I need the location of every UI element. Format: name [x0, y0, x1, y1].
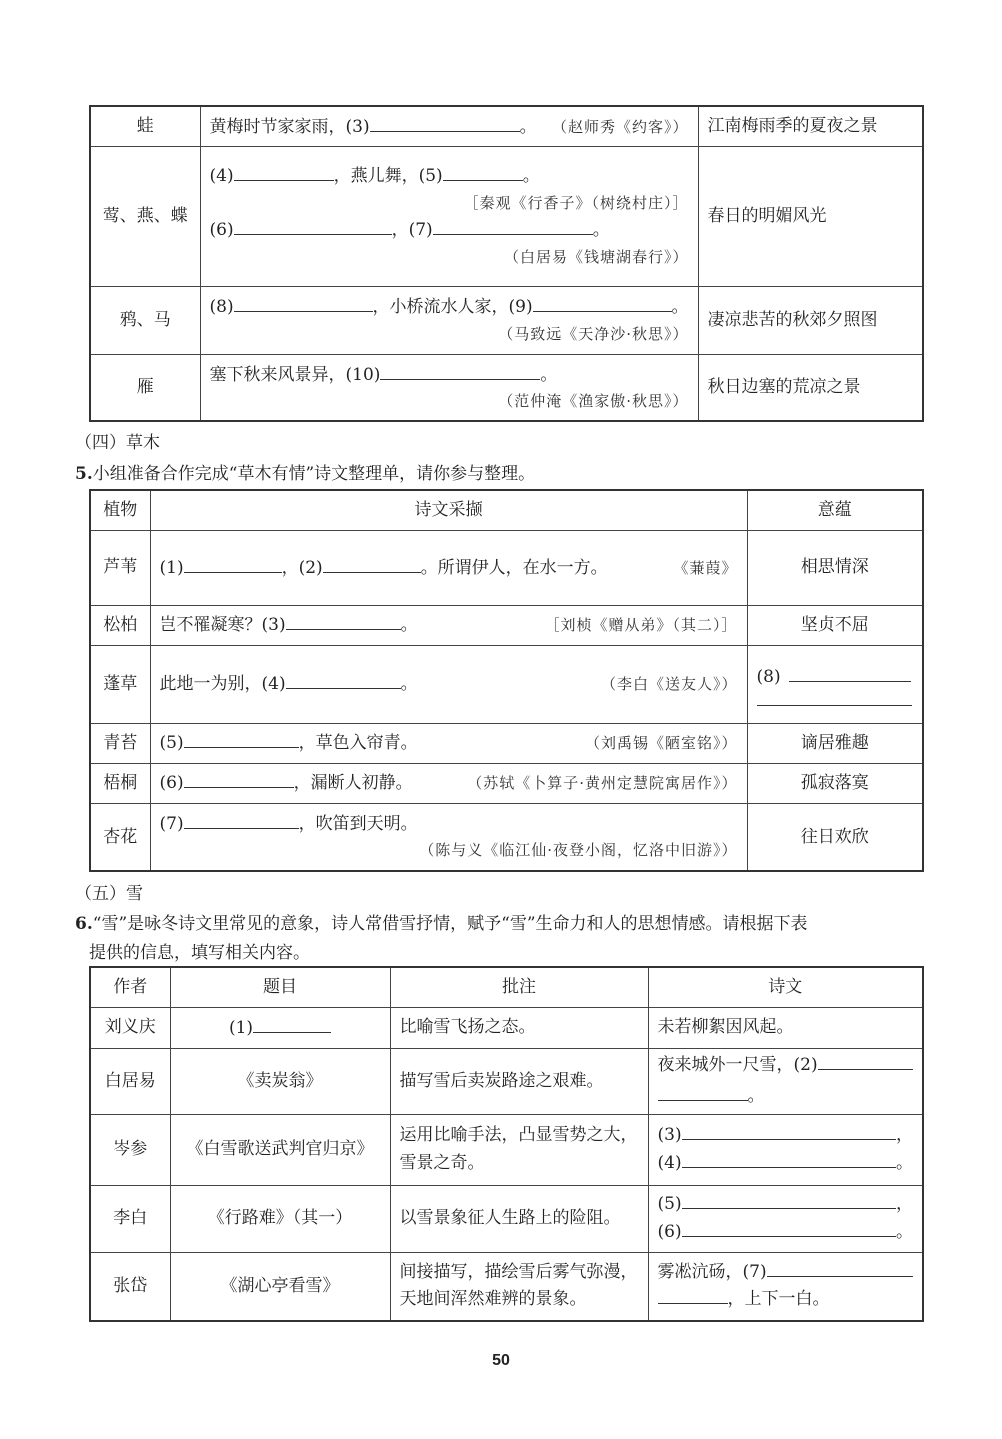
meaning-cell: 秋日边塞的荒凉之景 [698, 354, 923, 421]
table-row [90, 1185, 923, 1252]
table-row [90, 645, 923, 723]
title-cell: 《白雪歌送武判官归京》 [170, 1114, 390, 1185]
note-cell: 描写雪后卖炭路途之艰难。 [390, 1048, 648, 1114]
question-5 [75, 459, 535, 484]
answer-blank[interactable] [682, 1220, 896, 1237]
answer-blank[interactable] [380, 363, 540, 380]
question-6 [75, 909, 808, 934]
note-cell: 间接描写，描绘雪后雾气弥漫，天地间浑然难辨的景象。 [390, 1252, 648, 1321]
answer-blank[interactable] [658, 1287, 728, 1304]
poem-text: 岂不罹凝寒？(3) [159, 615, 286, 636]
column-header: 植物 [90, 490, 150, 530]
poem-text: (6) [159, 773, 184, 794]
question-text: 提供的信息，填写相关内容。 [89, 943, 310, 963]
title-cell: 《行路难》（其一） [170, 1185, 390, 1252]
plant-cell: 杏花 [90, 803, 150, 871]
poem-text: (5) [159, 733, 184, 754]
table-row [90, 146, 923, 286]
poem-text: (5) [657, 1194, 682, 1215]
poem-text: 。 [896, 1221, 913, 1242]
answer-blank[interactable] [323, 556, 421, 573]
answer-blank[interactable] [184, 731, 299, 748]
answer-blank[interactable] [682, 1192, 896, 1209]
question-number: 5. [75, 464, 93, 484]
poem-text: (6) [657, 1221, 682, 1242]
table-row [90, 1007, 923, 1048]
poem-source: （陈与义《临江仙·夜登小阁，忆洛中旧游》） [419, 841, 738, 860]
poem-source: （白居易《钱塘湖春行》） [503, 247, 689, 266]
answer-blank[interactable] [818, 1053, 913, 1070]
plant-cell: 梧桐 [90, 763, 150, 803]
poem-text: 。所谓伊人，在水一方。 [420, 557, 608, 578]
meaning-cell: 相思情深 [747, 530, 923, 605]
column-header: 作者 [90, 967, 170, 1007]
author-cell: 白居易 [90, 1048, 170, 1114]
table-row [90, 354, 923, 421]
answer-blank[interactable] [286, 672, 401, 689]
table-snow [89, 966, 924, 1322]
poem-text: ， [896, 1194, 913, 1215]
answer-blank[interactable] [184, 812, 299, 829]
meaning-cell: 往日欢欣 [747, 803, 923, 871]
table-header-row [90, 490, 923, 530]
section-heading: （五）雪 [75, 884, 143, 904]
answer-blank[interactable] [234, 164, 334, 181]
poem-text: (7) [159, 814, 184, 835]
poem-text: 。 [896, 1152, 913, 1173]
poem-text: ，吹笛到天明。 [298, 814, 418, 835]
column-header: 意蕴 [747, 490, 923, 530]
animal-cell: 蛙 [90, 106, 200, 146]
poem-source: ［刘桢《赠从弟》（其二）］ [544, 616, 738, 635]
answer-blank[interactable] [234, 295, 373, 312]
answer-blank[interactable] [443, 164, 523, 181]
answer-blank[interactable] [533, 295, 672, 312]
poem-text: ，上下一白。 [727, 1289, 830, 1310]
table-row [90, 763, 923, 803]
answer-blank[interactable] [682, 1123, 896, 1140]
poem-source: （赵师秀《约客》） [551, 117, 689, 136]
poem-text: 。 [400, 615, 418, 636]
answer-blank[interactable] [433, 218, 593, 235]
poem-text: (4) [657, 1152, 682, 1173]
poem-text: 。 [747, 1086, 765, 1106]
poem-source: 《蒹葭》 [673, 558, 738, 577]
poem-source: （苏轼《卜算子·黄州定慧院寓居作》） [467, 774, 738, 793]
plant-cell: 松柏 [90, 605, 150, 645]
plant-cell: 青苔 [90, 723, 150, 763]
column-header: 诗文采撷 [150, 490, 747, 530]
poem-text: 。 [519, 116, 537, 137]
page-number: 50 [492, 1352, 510, 1369]
table-row [90, 530, 923, 605]
table-birds [89, 105, 924, 422]
poem-text: (6) [209, 220, 234, 240]
poem-text: ，小桥流水人家，(9) [372, 297, 533, 318]
meaning-cell: 凄凉悲苦的秋郊夕照图 [698, 286, 923, 354]
answer-blank[interactable] [286, 613, 401, 630]
poem-text: ，(2) [281, 557, 323, 578]
poem-text: 夜来城外一尺雪，(2) [657, 1055, 818, 1076]
answer-blank[interactable] [234, 218, 392, 235]
animal-cell: 莺、燕、蝶 [90, 146, 200, 286]
table-row [90, 723, 923, 763]
poem-text: (1) [159, 557, 184, 578]
table-header-row [90, 967, 923, 1007]
table-row [90, 106, 923, 146]
author-cell: 岑参 [90, 1114, 170, 1185]
poem-text: (8) [209, 297, 234, 318]
animal-cell: 鸦、马 [90, 286, 200, 354]
poem-text: (4) [209, 165, 234, 186]
answer-blank[interactable] [658, 1084, 748, 1101]
poem-text: 。 [400, 674, 418, 695]
poem-source: （范仲淹《渔家傲·秋思》） [498, 391, 689, 410]
table-row [90, 605, 923, 645]
question-number: 6. [75, 914, 93, 934]
table-row [90, 286, 923, 354]
animal-cell: 雁 [90, 354, 200, 421]
poem-cell: 未若柳絮因风起。 [648, 1007, 923, 1048]
poem-source: （刘禹锡《陋室铭》） [584, 734, 738, 753]
table-row [90, 1048, 923, 1114]
answer-blank[interactable] [253, 1016, 331, 1033]
poem-text: (3) [657, 1125, 682, 1146]
poem-text: 黄梅时节家家雨，(3) [209, 116, 370, 137]
poem-source: （马致远《天净沙·秋思》） [498, 324, 689, 343]
note-cell: 比喻雪飞扬之态。 [390, 1007, 648, 1048]
note-cell: 运用比喻手法，凸显雪势之大，雪景之奇。 [390, 1114, 648, 1185]
meaning-label: (8) [756, 666, 781, 687]
question-text: 小组准备合作完成“草木有情”诗文整理单，请你参与整理。 [92, 464, 536, 484]
answer-blank[interactable] [682, 1151, 896, 1168]
answer-blank[interactable] [757, 692, 912, 706]
poem-text: 雾凇沆砀，(7) [657, 1262, 767, 1283]
meaning-cell: 谪居雅趣 [747, 723, 923, 763]
column-header: 题目 [170, 967, 390, 1007]
plant-cell: 芦苇 [90, 530, 150, 605]
note-cell: 以雪景象征人生路上的险阻。 [390, 1185, 648, 1252]
section-heading: （四）草木 [75, 433, 160, 453]
table-row [90, 803, 923, 871]
table-row [90, 1114, 923, 1185]
meaning-cell: 春日的明媚风光 [698, 146, 923, 286]
answer-blank[interactable] [184, 556, 282, 573]
poem-text: 。 [540, 364, 558, 385]
question-text: “雪”是咏冬诗文里常见的意象，诗人常借雪抒情，赋予“雪”生命力和人的思想情感。请根据下表 [92, 914, 808, 934]
column-header: 批注 [390, 967, 648, 1007]
poem-text: 。 [522, 165, 540, 186]
poem-text: ， [896, 1125, 913, 1146]
table-row [90, 1252, 923, 1321]
poem-text: ，漏断人初静。 [293, 773, 413, 794]
poem-text: ，(7) [391, 220, 433, 240]
table-plants [89, 489, 924, 872]
poem-text: ，燕儿舞，(5) [333, 165, 443, 186]
column-header: 诗文 [648, 967, 923, 1007]
plant-cell: 蓬草 [90, 645, 150, 723]
poem-text: 塞下秋来风景异，(10) [209, 364, 381, 385]
author-cell: 李白 [90, 1185, 170, 1252]
answer-blank[interactable] [370, 115, 520, 132]
answer-blank[interactable] [184, 771, 294, 788]
poem-source: ［秦观《行香子》（树绕村庄）］ [463, 193, 689, 212]
meaning-cell: 江南梅雨季的夏夜之景 [698, 106, 923, 146]
title-label: (1) [228, 1017, 254, 1038]
meaning-cell: 坚贞不屈 [747, 605, 923, 645]
poem-text: ，草色入帘青。 [298, 733, 418, 754]
answer-blank[interactable] [789, 665, 911, 682]
title-cell: 《卖炭翁》 [170, 1048, 390, 1114]
poem-source: （李白《送友人》） [600, 675, 738, 694]
poem-text: 。 [671, 297, 689, 318]
meaning-cell: 孤寂落寞 [747, 763, 923, 803]
poem-text: 此地一为别，(4) [159, 674, 286, 695]
poem-text: 。 [592, 220, 610, 240]
answer-blank[interactable] [767, 1260, 913, 1277]
title-cell: 《湖心亭看雪》 [170, 1252, 390, 1321]
author-cell: 刘义庆 [90, 1007, 170, 1048]
author-cell: 张岱 [90, 1252, 170, 1321]
